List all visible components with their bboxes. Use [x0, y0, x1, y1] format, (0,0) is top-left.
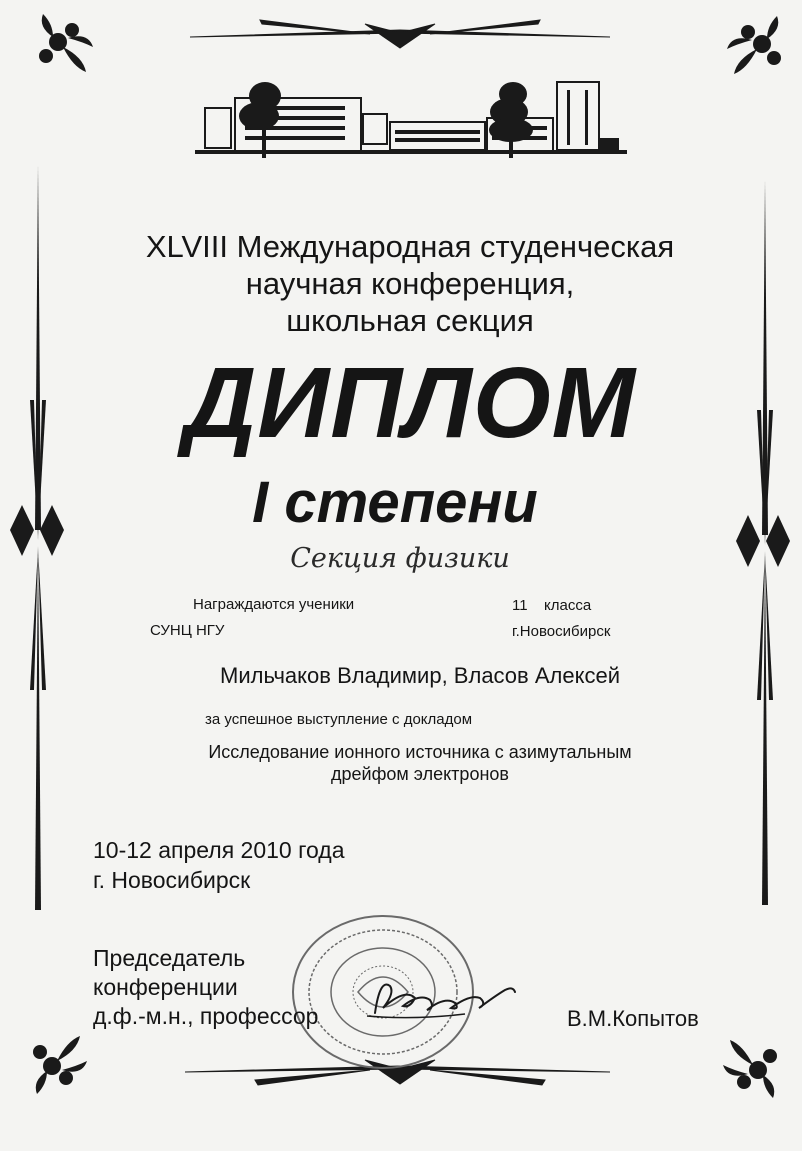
diploma-heading: ДИПЛОМ: [184, 347, 636, 459]
corner-flourish-icon: [723, 1040, 777, 1098]
chairman-name: В.М.Копытов: [567, 1006, 699, 1031]
chairman-degree: д.ф.-м.н., профессор: [93, 1003, 319, 1029]
report-topic-line: Исследование ионного источника с азимутальным: [208, 742, 632, 762]
grade-label: класса: [544, 597, 592, 614]
school-city: г.Новосибирск: [512, 623, 611, 640]
top-rule-ornament-icon: [190, 20, 610, 48]
conference-title-line: XLVIII Международная студенческая: [145, 229, 675, 264]
diploma-degree: I степени: [252, 470, 538, 535]
event-dates: 10-12 апреля 2010 года: [93, 837, 345, 863]
school-name: СУНЦ НГУ: [150, 622, 225, 639]
report-topic: [160, 741, 680, 785]
conference-title-line: школьная секция: [286, 303, 534, 338]
chairman-block: [93, 944, 318, 1031]
conference-title-line: научная конференция,: [245, 266, 575, 301]
event-info: [93, 835, 344, 895]
recipient-names: Мильчаков Владимир, Власов Алексей: [220, 663, 620, 688]
report-topic-line: дрейфом электронов: [331, 764, 509, 784]
corner-flourish-icon: [39, 14, 93, 72]
chairman-role: Председатель: [93, 945, 246, 971]
section-name: Секция физики: [290, 543, 510, 574]
event-city: г. Новосибирск: [93, 867, 251, 893]
corner-flourish-icon: [727, 16, 781, 74]
chairman-role: конференции: [93, 974, 238, 1000]
awarded-label: Награждаются ученики: [193, 596, 355, 613]
award-reason: за успешное выступление с докладом: [205, 711, 473, 728]
university-building-logo: [195, 78, 627, 164]
corner-flourish-icon: [33, 1036, 87, 1094]
handwritten-signature: [355, 968, 525, 1028]
conference-title: [60, 228, 760, 339]
grade-number: 11: [512, 597, 528, 614]
